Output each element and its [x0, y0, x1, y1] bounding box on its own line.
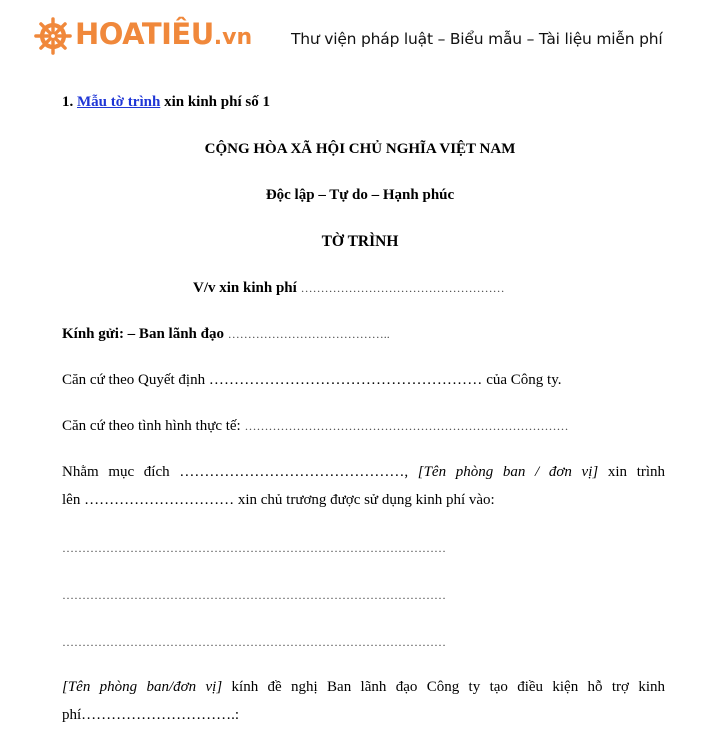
- logo-wordmark: [75, 14, 252, 58]
- ship-wheel-icon: [34, 17, 72, 55]
- section-number: 1.: [62, 94, 74, 110]
- logo-suffix-text: .vn: [213, 25, 253, 50]
- logo-main-text: HOATIÊU: [75, 17, 214, 51]
- basis-decision-dots: ………………………………………………: [208, 372, 483, 388]
- purpose-line2-prefix: lên: [62, 492, 81, 508]
- blank-fill-line: ……………………………………………………………………………………: [62, 588, 446, 602]
- document-title: TỜ TRÌNH: [321, 233, 399, 250]
- basis-decision-prefix: Căn cứ theo Quyết định: [62, 372, 206, 388]
- department-placeholder: [Tên phòng ban / đơn vị]: [417, 464, 599, 480]
- site-logo[interactable]: [34, 16, 252, 56]
- recipient-label: Kính gửi: – Ban lãnh đạo: [62, 326, 224, 342]
- purpose-prefix: Nhằm mục đích: [62, 464, 170, 480]
- recipient-line: [62, 324, 390, 344]
- template-link[interactable]: Mẫu tờ trình: [77, 94, 161, 110]
- purpose-line-2: [62, 490, 495, 510]
- blank-fill-line: ……………………………………………………………………………………: [62, 635, 446, 649]
- site-tagline: Thư viện pháp luật – Biểu mẫu – Tài liệu miễn phí: [291, 30, 663, 48]
- purpose-line2-suffix: xin chủ trương được sử dụng kinh phí vào:: [237, 492, 495, 508]
- basis-situation-line: [62, 416, 568, 436]
- section-heading: [62, 92, 270, 112]
- request-text: kính đề nghị Ban lãnh đạo Công ty tạo điều kiện hỗ trợ kinh: [231, 679, 665, 695]
- request-department-placeholder: [Tên phòng ban/đơn vị]: [62, 679, 223, 695]
- basis-decision-line: [62, 370, 561, 390]
- basis-situation-dots: ………………………………………………………………………: [244, 419, 569, 433]
- basis-decision-suffix: của Công ty.: [486, 372, 562, 388]
- request-line-1: [62, 677, 665, 697]
- section-heading-rest: xin kinh phí số 1: [164, 94, 270, 110]
- subject-label: V/v xin kinh phí: [193, 280, 297, 296]
- purpose-line2-dots: …………………………: [84, 492, 235, 508]
- blank-fill-line: ……………………………………………………………………………………: [62, 541, 446, 555]
- recipient-fill-dots: …………………………………..: [227, 327, 390, 341]
- national-title: CỘNG HÒA XÃ HỘI CHỦ NGHĨA VIỆT NAM: [204, 141, 516, 157]
- purpose-dots: ………………………………………,: [179, 464, 409, 480]
- basis-situation-prefix: Căn cứ theo tình hình thực tế:: [62, 418, 241, 434]
- national-motto: Độc lập – Tự do – Hạnh phúc: [265, 187, 455, 203]
- request-line-2: phí………………………….:: [62, 707, 240, 723]
- purpose-line-1: [62, 462, 665, 482]
- subject-line: [193, 278, 505, 298]
- site-header: [0, 0, 720, 75]
- subject-fill-dots: ……………………………………………: [300, 281, 505, 295]
- purpose-suffix: xin trình: [607, 464, 666, 480]
